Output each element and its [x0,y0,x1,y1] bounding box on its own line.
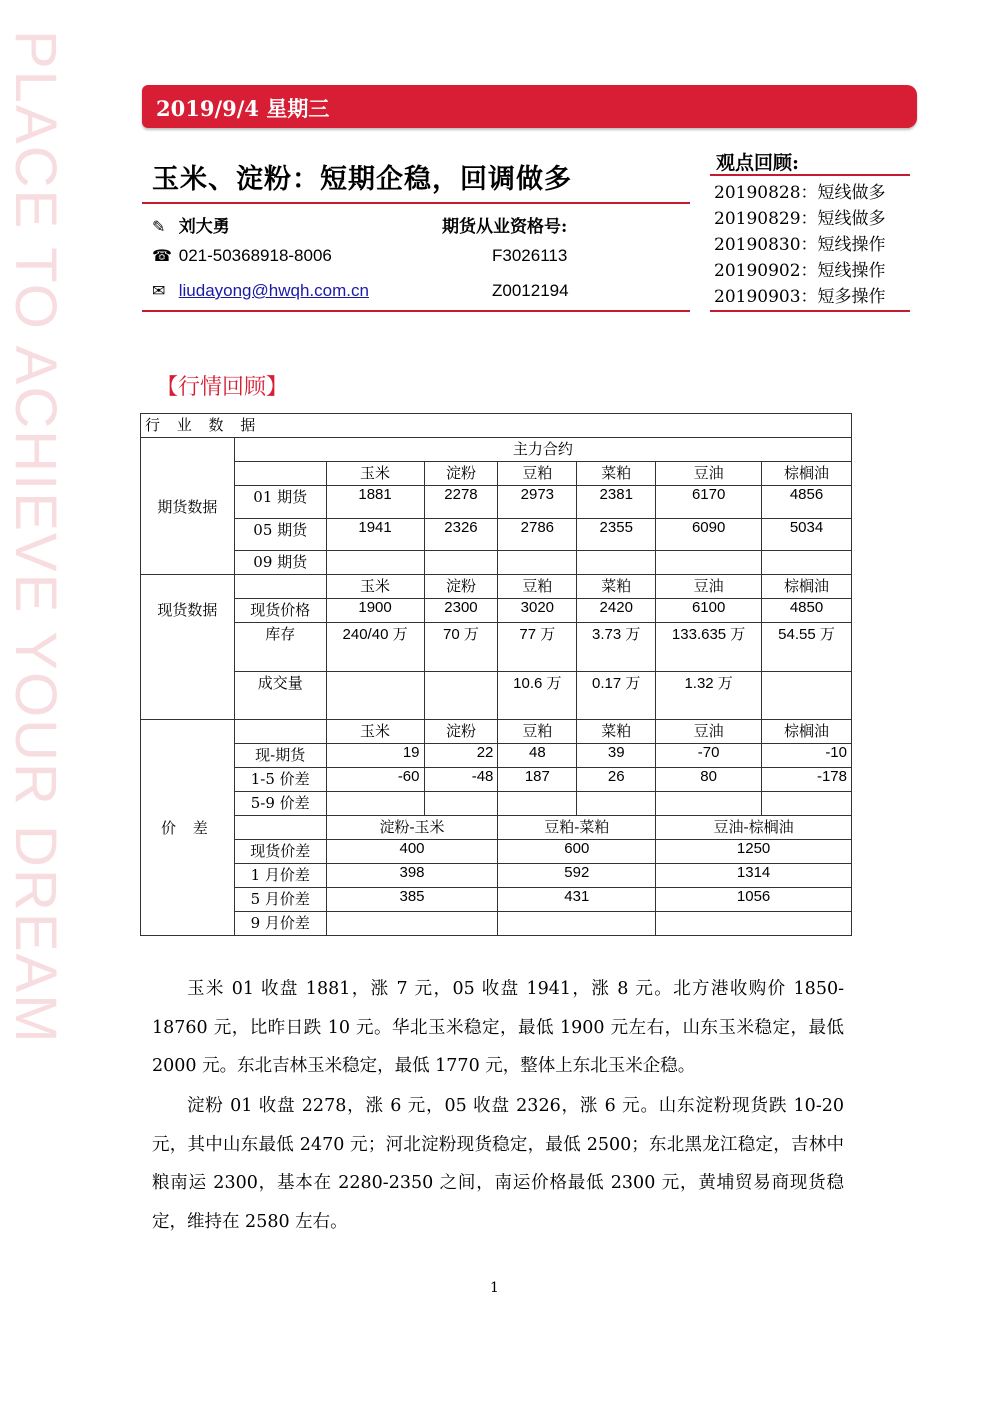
empty-cell [234,575,326,599]
phone-row [152,246,332,266]
table-row [141,720,852,744]
row-label: 1-5 价差 [234,768,326,792]
table-cell: 240/40 万 [326,623,424,672]
table-cell: 77 万 [498,623,577,672]
table-cell: 6170 [656,486,762,519]
license-number-1: F3026113 [492,246,568,265]
table-cell: 2420 [577,599,656,623]
table-cell: -48 [424,768,498,792]
table-row [141,888,852,912]
column-header: 豆粕 [498,575,577,599]
table-cell: 2786 [498,519,577,551]
review-item: 20190829：短线做多 [714,209,886,229]
table-row [141,912,852,936]
author-row [152,212,230,237]
table-cell: 2326 [424,519,498,551]
column-header: 豆粕-菜粕 [498,816,656,840]
column-header: 玉米 [326,462,424,486]
table-cell: 4850 [762,599,852,623]
column-header: 豆粕 [498,720,577,744]
table-cell [498,912,656,936]
table-cell [762,792,852,816]
row-label: 09 期货 [234,551,326,575]
table-cell: 385 [326,888,498,912]
table-row [141,744,852,768]
column-header: 淀粉 [424,720,498,744]
review-item: 20190902：短线操作 [714,261,886,281]
column-header: 豆油 [656,575,762,599]
table-cell [577,792,656,816]
table-cell [656,912,852,936]
review-title: 观点回顾: [716,152,800,174]
column-header: 淀粉 [424,462,498,486]
table-cell [424,551,498,575]
table-cell: 39 [577,744,656,768]
table-cell [498,792,577,816]
column-header: 淀粉 [424,575,498,599]
table-cell [326,551,424,575]
table-cell: 431 [498,888,656,912]
table-row [141,864,852,888]
envelope-icon: ✉ [152,283,166,300]
table-cell: 2381 [577,486,656,519]
table-cell: 187 [498,768,577,792]
table-cell: 54.55 万 [762,623,852,672]
watermark [0,30,68,1290]
row-label: 9 月价差 [234,912,326,936]
table-cell: 6100 [656,599,762,623]
table-row [141,768,852,792]
author-name: 刘大勇 [178,217,230,237]
license-label: 期货从业资格号: [442,217,568,237]
table-cell: 133.635 万 [656,623,762,672]
spot-section-label: 现货数据 [141,575,235,720]
table-row [141,551,852,575]
table-cell: 19 [326,744,424,768]
column-header: 棕榈油 [762,720,852,744]
table-row [141,486,852,519]
empty-cell [234,462,326,486]
row-label: 库存 [234,623,326,672]
table-row [141,575,852,599]
column-header: 菜粕 [577,575,656,599]
table-cell: 4856 [762,486,852,519]
author-rule [142,310,690,312]
table-cell: 70 万 [424,623,498,672]
review-item: 20190828：短线做多 [714,183,886,203]
table-cell: -70 [656,744,762,768]
spread-section-label: 价 差 [141,720,235,936]
table-cell: 0.17 万 [577,672,656,720]
table-row [141,816,852,840]
table-cell: -60 [326,768,424,792]
table-cell [424,672,498,720]
table-cell: 2278 [424,486,498,519]
page-number: 1 [490,1280,499,1296]
column-header: 豆油 [656,462,762,486]
empty-cell [234,720,326,744]
row-label: 成交量 [234,672,326,720]
table-cell: 2973 [498,486,577,519]
table-cell: 398 [326,864,498,888]
corn-paragraph: 玉米 01 收盘 1881，涨 7 元，05 收盘 1941，涨 8 元。北方港收购价 1850-18760 元，比昨日跌 10 元。华北玉米稳定，最低 1900 元左右，山东玉米稳定，最低 2000 元。东北吉林玉米稳定，最低 1770 元，整体上东北玉米企稳。 [152,979,844,1076]
table-cell: 2355 [577,519,656,551]
row-label: 现-期货 [234,744,326,768]
column-header: 棕榈油 [762,462,852,486]
pencil-icon: ✎ [152,219,166,236]
section-title: 【行情回顾】 [156,375,289,400]
review-title-rule [710,174,910,176]
table-cell: -10 [762,744,852,768]
table-row [141,462,852,486]
main-contract-header: 主力合约 [234,438,851,462]
review-item: 20190903：短多操作 [714,287,886,307]
table-title: 行 业 数 据 [141,414,852,438]
table-row [141,519,852,551]
review-item: 20190830：短线操作 [714,235,886,255]
row-label: 5 月价差 [234,888,326,912]
row-label: 现货价差 [234,840,326,864]
table-cell: 6090 [656,519,762,551]
headline-rule [142,202,690,204]
table-cell [762,551,852,575]
table-cell: 22 [424,744,498,768]
column-header: 豆粕 [498,462,577,486]
table-cell: 3020 [498,599,577,623]
table-cell [656,792,762,816]
table-cell [424,792,498,816]
phone-number: 021-50368918-8006 [178,246,332,265]
row-label: 5-9 价差 [234,792,326,816]
table-cell: 5034 [762,519,852,551]
license-number-2: Z0012194 [492,281,569,300]
table-cell: -178 [762,768,852,792]
table-row [141,792,852,816]
table-cell: 600 [498,840,656,864]
table-cell: 1941 [326,519,424,551]
column-header: 玉米 [326,720,424,744]
table-cell: 1881 [326,486,424,519]
table-cell: 400 [326,840,498,864]
review-bottom-rule [710,310,910,312]
email-row [152,281,369,301]
empty-cell [234,816,326,840]
column-header: 淀粉-玉米 [326,816,498,840]
table-cell [656,551,762,575]
column-header: 豆油-棕榈油 [656,816,852,840]
table-cell: 80 [656,768,762,792]
table-cell: 1900 [326,599,424,623]
table-cell [326,912,498,936]
headline: 玉米、淀粉：短期企稳，回调做多 [152,164,572,195]
table-row [141,438,852,462]
table-cell: 48 [498,744,577,768]
phone-icon: ☎ [152,248,172,265]
column-header: 豆油 [656,720,762,744]
table-cell [326,792,424,816]
table-cell: 2300 [424,599,498,623]
table-cell [326,672,424,720]
table-title-row [141,414,852,438]
starch-paragraph: 淀粉 01 收盘 2278，涨 6 元，05 收盘 2326，涨 6 元。山东淀粉现货跌 10-20 元，其中山东最低 2470 元；河北淀粉现货稳定，最低 2500；东北黑龙江稳定，吉林中粮南运 2300，基本在 2280-2350 之间，南运价格最低 2300 元，黄埔贸易商现货稳定，维持在 2580 左右。 [152,1096,844,1232]
table-cell: 592 [498,864,656,888]
table-cell: 1056 [656,888,852,912]
date-banner [142,85,917,128]
email-link[interactable]: liudayong@hwqh.com.cn [178,281,369,300]
table-row [141,672,852,720]
table-cell [498,551,577,575]
futures-section-label: 期货数据 [141,438,235,575]
row-label: 现货价格 [234,599,326,623]
column-header: 菜粕 [577,720,656,744]
column-header: 玉米 [326,575,424,599]
industry-data-table [140,413,852,936]
table-cell: 10.6 万 [498,672,577,720]
table-cell: 1250 [656,840,852,864]
date-text: 2019/9/4 星期三 [156,96,330,121]
table-cell [577,551,656,575]
row-label: 05 期货 [234,519,326,551]
table-row [141,599,852,623]
row-label: 1 月价差 [234,864,326,888]
table-row [141,840,852,864]
table-cell: 1314 [656,864,852,888]
table-row [141,623,852,672]
table-cell: 1.32 万 [656,672,762,720]
table-cell [762,672,852,720]
table-cell: 3.73 万 [577,623,656,672]
row-label: 01 期货 [234,486,326,519]
column-header: 菜粕 [577,462,656,486]
table-cell: 26 [577,768,656,792]
column-header: 棕榈油 [762,575,852,599]
watermark-text: PLACE TO ACHIEVE YOUR DREAM [3,30,68,1045]
